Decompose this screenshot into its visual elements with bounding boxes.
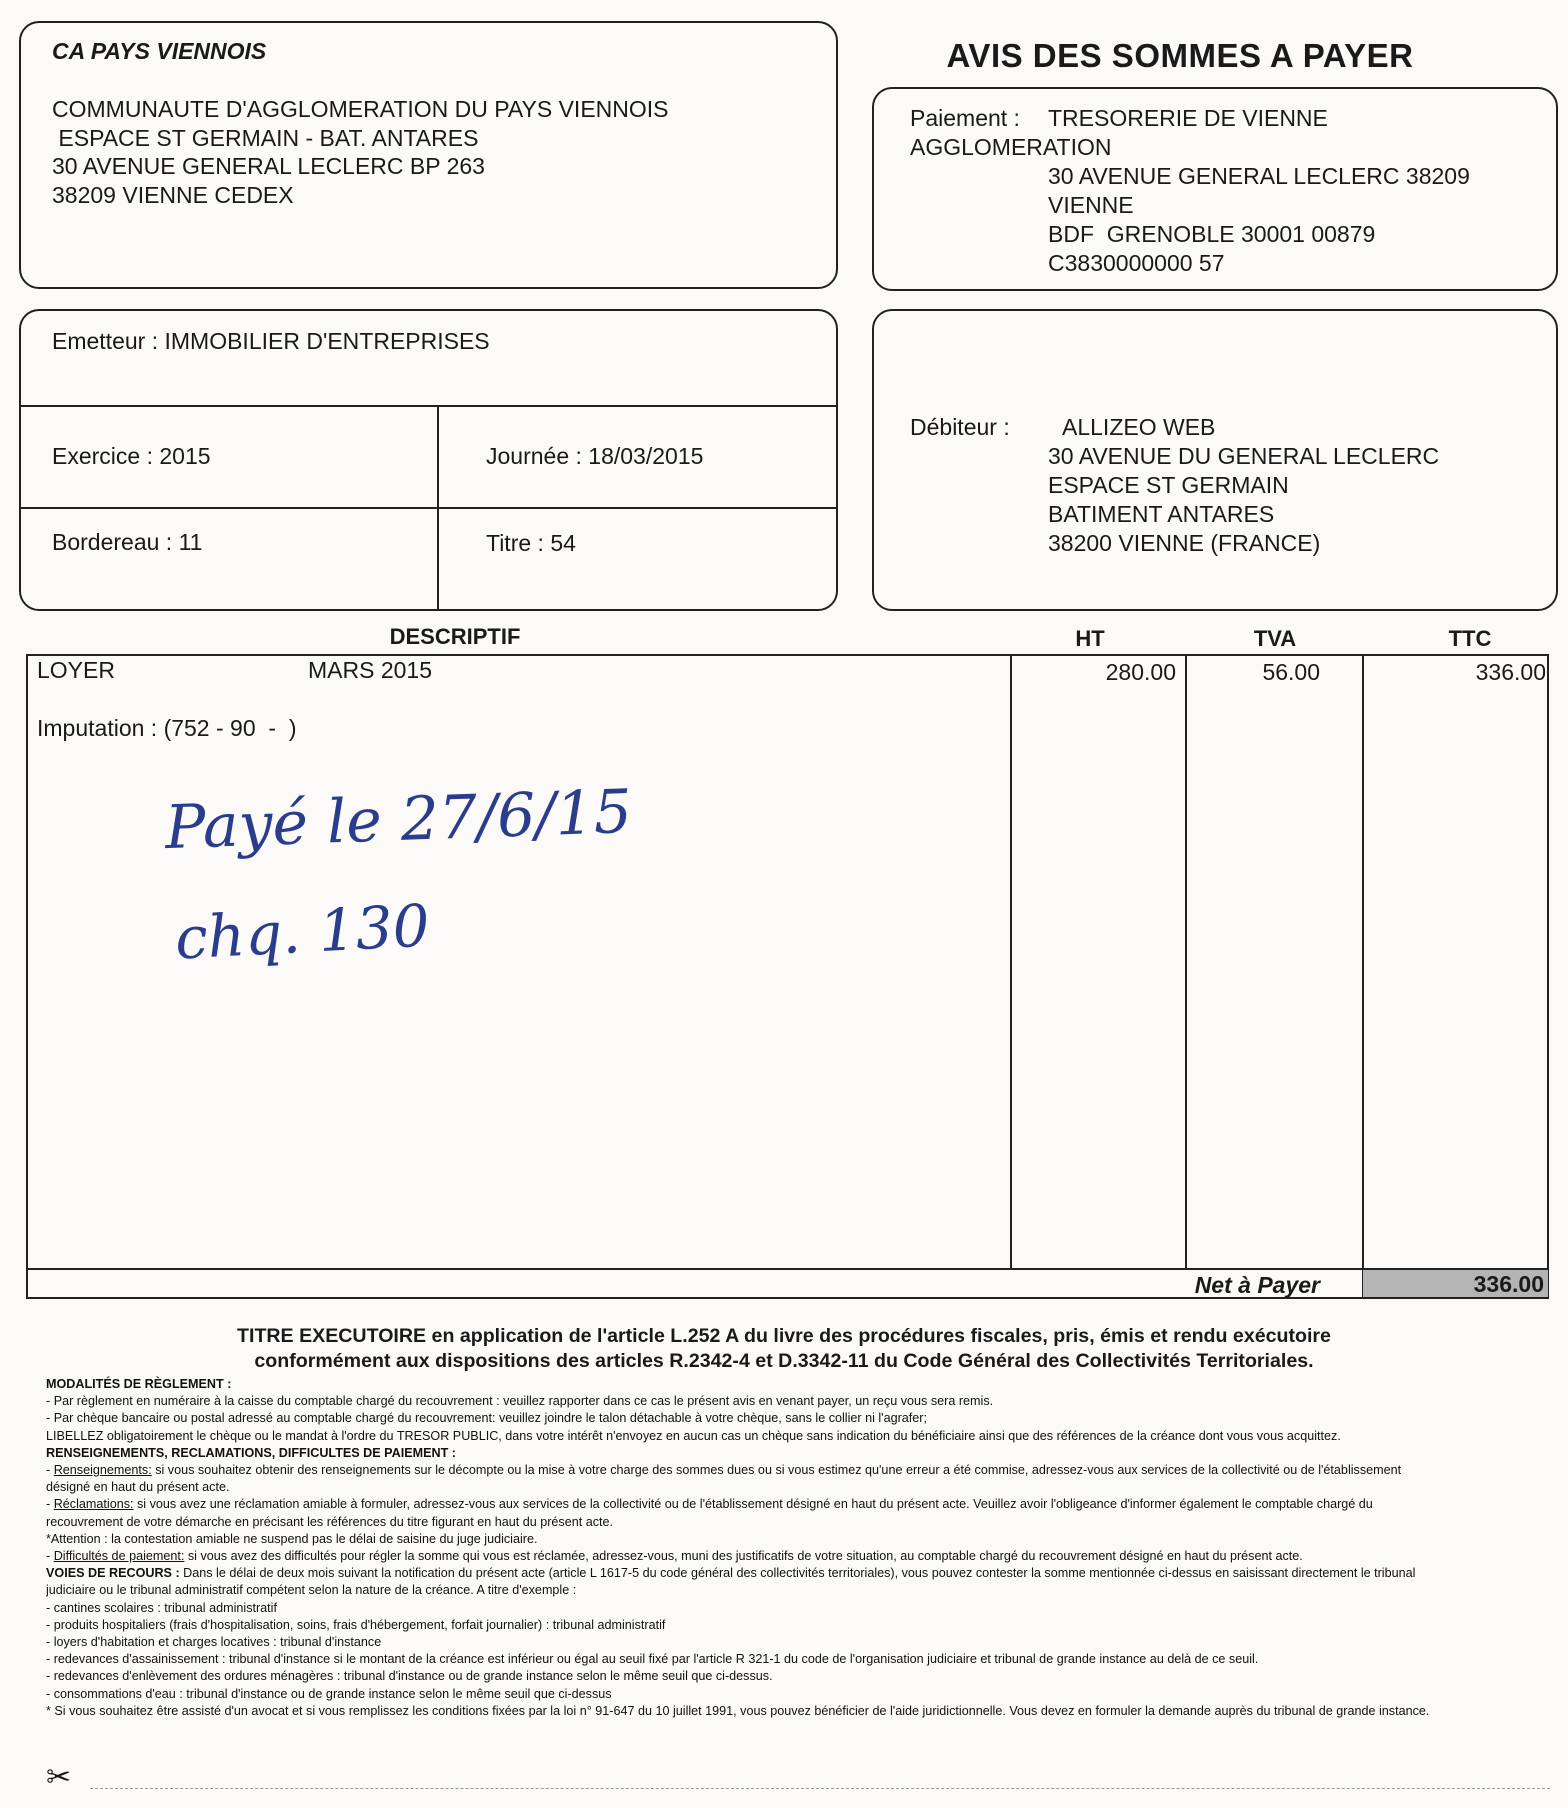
legal-line: - redevances d'enlèvement des ordures ménagères : tribunal d'instance ou de grande instance selon le même seuil que ci-dessus. bbox=[46, 1669, 773, 1684]
legal-line: - Renseignements: si vous souhaitez obtenir des renseignements sur le décompte ou la mise à votre charge des sommes dues ou si vous estimez qu'une erreur a été commise, adressez-vous aux services de la collectivité ou de l'établissement bbox=[46, 1463, 1402, 1478]
legal-line: - Par règlement en numéraire à la caisse du comptable chargé du recouvrement : veuillez rapporter dans ce cas le présent avis en venant payer, un reçu vous sera remis. bbox=[46, 1394, 994, 1409]
row-ttc: 336.00 bbox=[1475, 659, 1546, 685]
legal-text: si vous souhaitez obtenir des renseignements sur le décompte ou la mise à votre charge des sommes dues ou si vous estimez qu'une erreur a été commise, adressez-vous aux services de la collectivité ou de l'établissement bbox=[151, 1463, 1402, 1478]
issuer-line: 38209 VIENNE CEDEX bbox=[52, 182, 294, 208]
meta-divider bbox=[437, 406, 439, 609]
column-divider bbox=[1362, 655, 1364, 1297]
legal-text: Dans le délai de deux mois suivant la notification du présent acte (article L 1617-5 du code général des collectivités territoriales), vous pouvez contester la somme mentionnée ci-dessus en saisissant directement le tribunal bbox=[179, 1566, 1416, 1581]
exercice: Exercice : 2015 bbox=[52, 443, 211, 469]
legal-text: si vous avez des difficultés pour régler la somme qui vous est réclamée, adressez-vous, muni des justificatifs de votre situation, au comptable chargé du recouvrement désigné en haut du présent acte. bbox=[184, 1549, 1303, 1564]
row-imputation: Imputation : (752 - 90 - ) bbox=[37, 715, 297, 741]
legal-line: - cantines scolaires : tribunal administratif bbox=[46, 1600, 277, 1615]
debtor-address-line: BATIMENT ANTARES bbox=[1048, 501, 1275, 527]
legal-line: - Par chèque bancaire ou postal adressé au comptable chargé du recouvrement: veuillez joindre le talon détachable à votre chèque, sans le collier ni l'agrafer; bbox=[46, 1411, 927, 1426]
titre-executoire-line2: conformément aux dispositions des articles R.2342-4 et D.3342-11 du Code Général des Collectivités Territoriales. bbox=[254, 1350, 1314, 1372]
debtor-address-line: 38200 VIENNE (FRANCE) bbox=[1048, 530, 1321, 556]
row-tva: 56.00 bbox=[1262, 659, 1320, 685]
payment-line: VIENNE bbox=[1048, 192, 1134, 218]
legal-term: Difficultés de paiement: bbox=[53, 1549, 185, 1564]
payment-label: Paiement : bbox=[910, 105, 1020, 131]
net-value: 336.00 bbox=[1473, 1271, 1544, 1297]
emetteur: Emetteur : IMMOBILIER D'ENTREPRISES bbox=[52, 328, 490, 354]
meta-divider bbox=[20, 405, 837, 407]
debtor-address-line: 30 AVENUE DU GENERAL LECLERC bbox=[1048, 443, 1440, 469]
handwritten-paid-note: Payé le 27/6/15 bbox=[163, 776, 634, 864]
legal-term: Réclamations: bbox=[53, 1497, 134, 1512]
debtor-name: ALLIZEO WEB bbox=[1062, 414, 1216, 440]
payment-line: TRESORERIE DE VIENNE bbox=[1048, 105, 1328, 131]
legal-text: si vous avez une réclamation amiable à formuler, adressez-vous aux services de la collectivité ou de l'établissement désigné en haut du présent acte. Veuillez avoir l'obligeance d'informer également le comptable chargé du bbox=[133, 1497, 1373, 1512]
net-label: Net à Payer bbox=[1194, 1272, 1320, 1298]
journee: Journée : 18/03/2015 bbox=[486, 443, 704, 469]
legal-line: recouvrement de votre démarche en précisant les références du titre figurant en haut du présent acte. bbox=[46, 1514, 614, 1529]
legal-line bbox=[46, 1565, 1546, 1582]
row-item: LOYER bbox=[37, 657, 115, 683]
legal-line: - Difficultés de paiement: si vous avez des difficultés pour régler la somme qui vous est réclamée, adressez-vous, muni des justificatifs de votre situation, au comptable chargé du recouvrement désigné en haut du présent acte. bbox=[46, 1549, 1303, 1564]
payment-account: C3830000000 57 bbox=[1048, 250, 1225, 276]
meta-divider bbox=[20, 507, 837, 509]
legal-line: - redevances d'assainissement : tribunal d'instance si le montant de la créance est inférieur ou égal au seuil fixé par l'article R 321-1 du code de l'organisation judiciaire et tribunal de grande instance au delà de ce seuil. bbox=[46, 1652, 1259, 1667]
column-divider bbox=[1010, 655, 1012, 1269]
issuer-line: 30 AVENUE GENERAL LECLERC BP 263 bbox=[52, 153, 485, 179]
legal-notice bbox=[46, 1376, 1546, 1720]
header-tva: TVA bbox=[1253, 626, 1297, 651]
legal-line: * Si vous souhaitez être assisté d'un avocat et si vous remplissez les conditions fixées par la loi n° 91-647 du 10 juillet 1991, vous pouvez bénéficier de l'aide juridictionnelle. Vous devez en formuler la demande auprès du tribunal de grande instance. bbox=[46, 1703, 1430, 1718]
titre-executoire-line1: TITRE EXECUTOIRE en application de l'article L.252 A du livre des procédures fiscales, pris, émis et rendu exécutoire bbox=[237, 1325, 1331, 1347]
header-descriptif: DESCRIPTIF bbox=[389, 624, 521, 649]
payment-line: AGGLOMERATION bbox=[910, 134, 1112, 160]
legal-term: Renseignements: bbox=[53, 1463, 152, 1478]
column-divider bbox=[1185, 655, 1187, 1269]
charges-table bbox=[26, 654, 1549, 1299]
debtor-address-line: ESPACE ST GERMAIN bbox=[1048, 472, 1289, 498]
legal-line: judiciaire ou le tribunal administratif compétent selon la nature de la créance. A titre d'exemple : bbox=[46, 1583, 577, 1598]
payment-line: 30 AVENUE GENERAL LECLERC 38209 bbox=[1048, 163, 1470, 189]
legal-heading-renseignements: RENSEIGNEMENTS, RECLAMATIONS, DIFFICULTES DE PAIEMENT : bbox=[46, 1445, 457, 1460]
scissors-icon: ✂ bbox=[46, 1761, 72, 1794]
payment-bank: BDF GRENOBLE 30001 00879 bbox=[1048, 221, 1376, 247]
titre: Titre : 54 bbox=[486, 530, 576, 556]
issuer-line: COMMUNAUTE D'AGGLOMERATION DU PAYS VIENNOIS bbox=[52, 96, 669, 122]
header-ttc: TTC bbox=[1448, 626, 1492, 651]
handwritten-cheque-note: chq. 130 bbox=[173, 891, 432, 973]
row-ht: 280.00 bbox=[1105, 659, 1176, 685]
legal-term: VOIES DE RECOURS : bbox=[46, 1566, 180, 1581]
legal-line: - Réclamations: si vous avez une réclamation amiable à formuler, adressez-vous aux services de la collectivité ou de l'établissement désigné en haut du présent acte. Veuillez avoir l'obligeance d'informer également le comptable chargé du bbox=[46, 1497, 1373, 1512]
row-period: MARS 2015 bbox=[308, 657, 433, 683]
legal-line: - consommations d'eau : tribunal d'instance ou de grande instance selon le même seuil que ci-dessus bbox=[46, 1686, 612, 1701]
legal-line: LIBELLEZ obligatoirement le chèque ou le mandat à l'ordre du TRESOR PUBLIC, dans votre intérêt n'envoyez en aucun cas un chèque sans indication du bénéficiaire ainsi que des références de la créance dont vous vous acquittez. bbox=[46, 1428, 1341, 1443]
legal-line: - loyers d'habitation et charges locatives : tribunal d'instance bbox=[46, 1635, 382, 1650]
legal-line: désigné en haut du présent acte. bbox=[46, 1480, 230, 1495]
issuer-line: ESPACE ST GERMAIN - BAT. ANTARES bbox=[52, 125, 479, 151]
legal-line: - produits hospitaliers (frais d'hospitalisation, soins, frais d'hébergement, forfait journalier) : tribunal administratif bbox=[46, 1617, 666, 1632]
debtor-label: Débiteur : bbox=[910, 414, 1010, 440]
issuer-short-name: CA PAYS VIENNOIS bbox=[52, 38, 267, 64]
net-divider bbox=[27, 1268, 1548, 1270]
bordereau: Bordereau : 11 bbox=[52, 529, 203, 555]
cut-line bbox=[90, 1788, 1550, 1789]
legal-line: *Attention : la contestation amiable ne suspend pas le délai de saisine du juge judiciaire. bbox=[46, 1531, 538, 1546]
document-title: AVIS DES SOMMES A PAYER bbox=[946, 37, 1414, 74]
legal-heading-modalites: MODALITÉS DE RÈGLEMENT : bbox=[46, 1377, 232, 1391]
header-ht: HT bbox=[1075, 626, 1105, 651]
